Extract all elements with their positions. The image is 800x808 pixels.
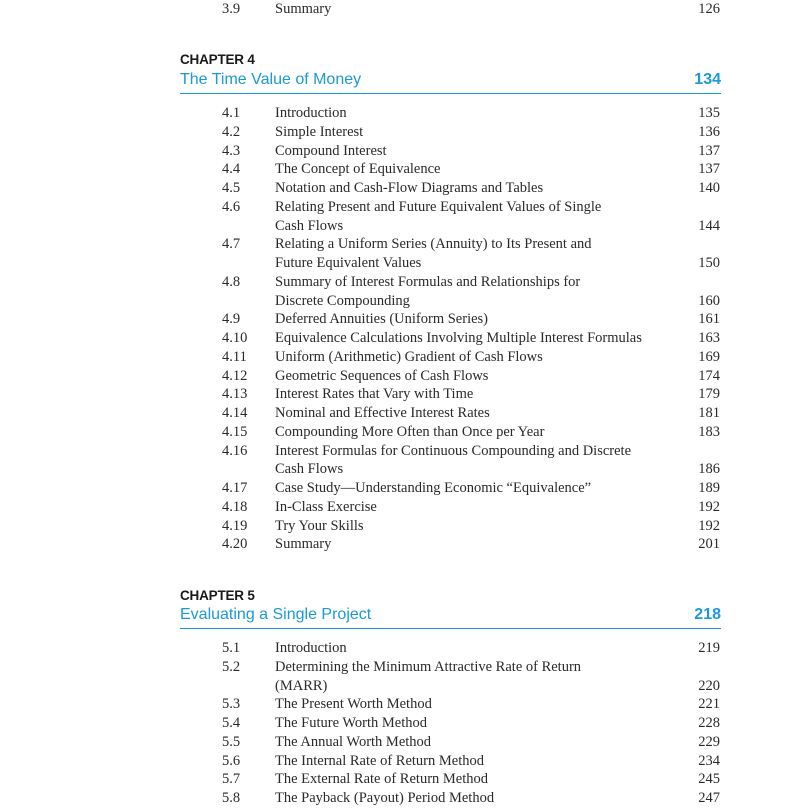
page-number: 219 — [698, 640, 720, 656]
toc-entry[interactable] — [0, 498, 800, 517]
toc-entry[interactable] — [0, 104, 800, 123]
toc-entry[interactable] — [0, 404, 800, 423]
page-number: 183 — [698, 423, 720, 440]
chapter-page-number: 134 — [694, 71, 721, 88]
section-title: Uniform (Arithmetic) Gradient of Cash Flows — [275, 348, 543, 365]
chapter-label: CHAPTER 5 — [180, 588, 255, 603]
section-title: Cash Flows — [275, 461, 344, 478]
section-title: Case Study—Understanding Economic “Equivalence” — [275, 480, 592, 496]
section-number: 5.8 — [222, 790, 241, 806]
section-title: Geometric Sequences of Cash Flows — [275, 367, 489, 384]
section-number: 4.17 — [222, 480, 248, 496]
section-title: The External Rate of Return Method — [275, 771, 489, 788]
section-title: Summary of Interest Formulas and Relationships for — [275, 273, 581, 290]
section-title: Relating a Uniform Series (Annuity) to Its Present and — [275, 236, 592, 253]
section-title: Future Equivalent Values — [275, 255, 422, 271]
section-title: The Present Worth Method — [275, 696, 432, 713]
toc-entry[interactable] — [0, 0, 800, 19]
section-title: Deferred Annuities (Uniform Series) — [275, 311, 489, 328]
section-title: In-Class Exercise — [275, 498, 377, 515]
page-number: 174 — [698, 367, 720, 384]
section-number: 5.2 — [222, 658, 241, 675]
section-number: 4.13 — [222, 386, 248, 403]
section-number: 4.12 — [222, 367, 248, 384]
toc-entry[interactable] — [0, 273, 800, 292]
toc-entry[interactable] — [0, 639, 800, 658]
toc-entry[interactable] — [0, 198, 800, 217]
page-number: 189 — [698, 480, 720, 496]
section-title: (MARR) — [275, 677, 328, 694]
toc-entry[interactable] — [0, 714, 800, 733]
section-title: The Future Worth Method — [275, 715, 428, 731]
section-number: 3.9 — [222, 1, 241, 17]
section-number: 5.3 — [222, 696, 241, 713]
section-number: 4.11 — [222, 348, 247, 365]
section-title: Determining the Minimum Attractive Rate of Return — [275, 658, 582, 675]
page-number: 201 — [698, 536, 720, 553]
section-number: 4.9 — [222, 311, 241, 328]
page-number: 140 — [698, 180, 720, 196]
section-number: 4.5 — [222, 180, 241, 196]
page-number: 163 — [698, 330, 720, 346]
chapter-title: Evaluating a Single Project — [180, 606, 372, 623]
toc-entry[interactable] — [0, 423, 800, 442]
toc-entry[interactable] — [0, 752, 800, 771]
section-title: The Payback (Payout) Period Method — [275, 790, 495, 806]
chapter-heading[interactable] — [180, 71, 721, 94]
toc-entry[interactable] — [0, 442, 800, 461]
section-title: Summary — [275, 1, 332, 17]
toc-entry[interactable] — [0, 789, 800, 808]
chapter-page-number: 218 — [694, 606, 721, 623]
section-title: Summary — [275, 536, 332, 553]
toc-entry[interactable] — [0, 348, 800, 367]
section-title: Equivalence Calculations Involving Multiple Interest Formulas — [275, 330, 642, 346]
section-title: The Concept of Equivalence — [275, 161, 441, 178]
section-title: Notation and Cash-Flow Diagrams and Tables — [275, 180, 544, 196]
chapter-heading[interactable] — [180, 606, 721, 629]
page-number: 192 — [698, 517, 720, 534]
page-number: 126 — [698, 1, 720, 17]
section-title: Simple Interest — [275, 123, 364, 140]
page-number: 150 — [698, 255, 720, 271]
page-number: 192 — [698, 498, 720, 515]
page-number: 186 — [698, 461, 720, 478]
section-number: 4.3 — [222, 142, 241, 159]
toc-entry[interactable] — [0, 479, 800, 498]
toc-entry[interactable] — [0, 658, 800, 677]
section-number: 4.10 — [222, 330, 248, 346]
section-title: Interest Rates that Vary with Time — [275, 386, 474, 403]
page-number: 181 — [698, 405, 720, 421]
section-title: The Internal Rate of Return Method — [275, 752, 484, 769]
section-number: 4.16 — [222, 442, 248, 459]
page-number: 234 — [698, 752, 720, 769]
toc-entry[interactable] — [0, 123, 800, 142]
toc-entry[interactable] — [0, 535, 800, 554]
toc-entry[interactable] — [0, 517, 800, 536]
section-number: 4.4 — [222, 161, 241, 178]
page-number: 245 — [698, 771, 720, 788]
section-number: 4.18 — [222, 498, 248, 515]
toc-entry[interactable] — [0, 310, 800, 329]
toc-entry[interactable] — [0, 160, 800, 179]
toc-entry[interactable] — [0, 329, 800, 348]
chapter-label: CHAPTER 4 — [180, 52, 255, 67]
section-title: Relating Present and Future Equivalent Values of Single — [275, 198, 602, 215]
section-number: 5.6 — [222, 752, 241, 769]
section-title: Try Your Skills — [275, 517, 364, 534]
page-number: 220 — [698, 677, 720, 694]
section-title: Compounding More Often than Once per Year — [275, 423, 545, 440]
page-number: 221 — [698, 696, 720, 713]
toc-entry[interactable] — [0, 367, 800, 386]
section-number: 5.1 — [222, 640, 241, 656]
toc-entry[interactable] — [0, 733, 800, 752]
toc-entry[interactable] — [0, 179, 800, 198]
section-number: 4.8 — [222, 273, 241, 290]
section-title: The Annual Worth Method — [275, 733, 432, 750]
section-title: Nominal and Effective Interest Rates — [275, 405, 490, 421]
section-number: 5.5 — [222, 733, 241, 750]
toc-entry-continuation[interactable] — [0, 677, 800, 696]
toc-entry[interactable] — [0, 695, 800, 714]
section-number: 4.19 — [222, 517, 248, 534]
section-title: Introduction — [275, 640, 347, 656]
section-title: Interest Formulas for Continuous Compounding and Discrete — [275, 442, 632, 459]
page-number: 161 — [698, 311, 720, 328]
section-number: 4.6 — [222, 198, 241, 215]
page-number: 179 — [698, 386, 720, 403]
toc-entry[interactable] — [0, 235, 800, 254]
section-number: 5.4 — [222, 715, 241, 731]
page-number: 160 — [698, 292, 720, 309]
section-title: Introduction — [275, 105, 347, 121]
page-number: 169 — [698, 348, 720, 365]
toc-entry[interactable] — [0, 770, 800, 789]
chapter-title: The Time Value of Money — [180, 71, 362, 88]
section-number: 4.14 — [222, 405, 248, 421]
page-number: 137 — [698, 142, 720, 159]
page-number: 144 — [698, 217, 720, 234]
toc-entry-continuation[interactable] — [0, 292, 800, 311]
section-title: Compound Interest — [275, 142, 387, 159]
section-title: Cash Flows — [275, 217, 344, 234]
section-number: 4.20 — [222, 536, 248, 553]
page-number: 229 — [698, 733, 720, 750]
page-number: 137 — [698, 161, 720, 178]
section-title: Discrete Compounding — [275, 292, 410, 309]
toc-entry-continuation[interactable] — [0, 254, 800, 273]
section-number: 4.15 — [222, 423, 248, 440]
page-number: 247 — [698, 790, 720, 806]
section-number: 5.7 — [222, 771, 241, 788]
page-number: 135 — [698, 105, 720, 121]
section-number: 4.1 — [222, 105, 241, 121]
page-number: 228 — [698, 715, 720, 731]
toc-entry[interactable] — [0, 385, 800, 404]
toc-entry-continuation[interactable] — [0, 460, 800, 479]
toc-entry[interactable] — [0, 142, 800, 161]
section-number: 4.2 — [222, 123, 241, 140]
section-number: 4.7 — [222, 236, 241, 253]
page-number: 136 — [698, 123, 720, 140]
toc-entry-continuation[interactable] — [0, 217, 800, 236]
